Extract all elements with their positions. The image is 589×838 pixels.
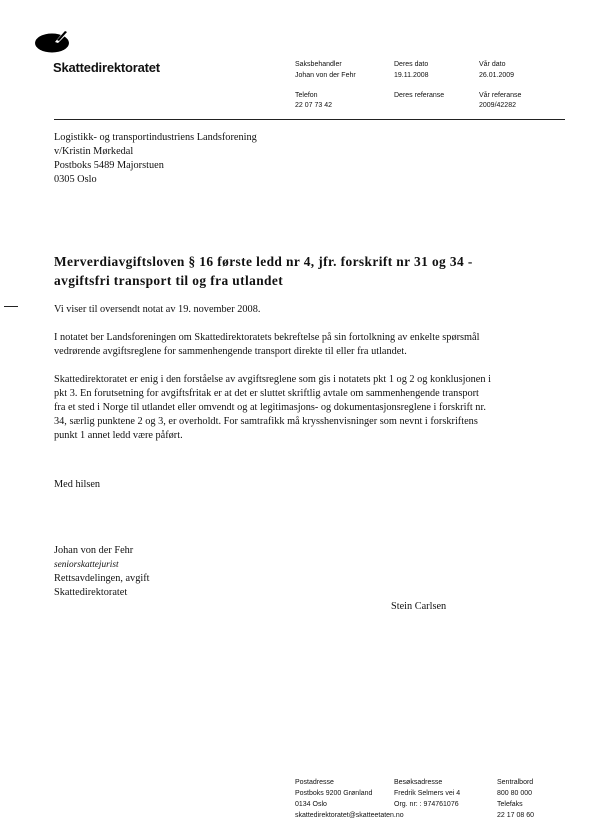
recipient-line-2: v/Kristin Mørkedal: [54, 146, 134, 157]
second-signer: Stein Carlsen: [391, 601, 447, 612]
letter-title-line-1: Merverdiavgiftsloven § 16 første ledd nr 4, jfr. forskrift nr 31 og 34 -: [54, 254, 473, 269]
paragraph-3-line-4: 34, særlig punktene 2 og 3, er overholdt. For samtrafikk må krysshenvisninger som nevnt i forskriftens: [54, 416, 478, 427]
paragraph-3-line-1: Skattedirektoratet er enig i den forståelse av avgiftsreglene som gis i notatets pkt 1 og 2 og konklusjonen i: [54, 374, 491, 385]
paragraph-3-line-5: punkt 1 annet ledd være påført.: [54, 430, 183, 441]
var-dato-label: Vår dato: [479, 61, 506, 68]
besoksadresse-label: Besøksadresse: [394, 779, 443, 786]
paragraph-1: Vi viser til oversendt notat av 19. november 2008.: [54, 304, 261, 315]
telefon-value: 22 07 73 42: [295, 102, 332, 109]
deres-dato-value: 19.11.2008: [394, 72, 429, 79]
saksbehandler-label: Saksbehandler: [295, 61, 342, 68]
signer-department: Rettsavdelingen, avgift: [54, 573, 150, 584]
besoksadresse-line-1: Fredrik Selmers vei 4: [394, 790, 461, 797]
deres-dato-label: Deres dato: [394, 61, 429, 68]
email-address: skattedirektoratet@skatteetaten.no: [295, 812, 404, 819]
paragraph-2-line-1: I notatet ber Landsforeningen om Skattedirektoratets bekreftelse på sin fortolkning av enkelte spørsmål: [54, 332, 480, 343]
header-divider: [54, 119, 565, 120]
telefaks-label: Telefaks: [497, 801, 523, 808]
recipient-line-3: Postboks 5489 Majorstuen: [54, 160, 164, 171]
telefon-label: Telefon: [295, 92, 318, 99]
signer-org: Skattedirektoratet: [54, 587, 128, 598]
skatteetaten-logo-icon: [34, 29, 74, 55]
postadresse-label: Postadresse: [295, 779, 334, 786]
paragraph-2-line-2: vedrørende avgiftsreglene for sammenhengende transport direkte til eller fra utlandet.: [54, 346, 407, 357]
postadresse-line-1: Postboks 9200 Grønland: [295, 790, 373, 797]
sentralbord-label: Sentralbord: [497, 779, 534, 786]
deres-referanse-label: Deres referanse: [394, 92, 445, 99]
paragraph-3-line-2: pkt 3. En forutsetning for avgiftsfritak er at det er sluttet skriftlig avtale om sammenhengende transport: [54, 388, 479, 399]
signer-name: Johan von der Fehr: [54, 545, 134, 556]
sentralbord-value: 800 80 000: [497, 790, 533, 797]
signer-title: seniorskattejurist: [54, 560, 119, 570]
greeting: Med hilsen: [54, 479, 101, 490]
paragraph-3-line-3: fra et sted i Norge til utlandet eller omvendt og at legitimasjons- og dokumentasjonsreglene i forskrift nr.: [54, 402, 486, 413]
recipient-line-4: 0305 Oslo: [54, 174, 97, 185]
var-referanse-value: 2009/42282: [479, 102, 516, 109]
var-dato-value: 26.01.2009: [479, 72, 515, 79]
saksbehandler-value: Johan von der Fehr: [295, 72, 356, 79]
telefaks-value: 22 17 08 60: [497, 812, 534, 819]
letter-title-line-2: avgiftsfri transport til og fra utlandet: [54, 273, 284, 288]
org-name: Skattedirektoratet: [53, 60, 160, 75]
var-referanse-label: Vår referanse: [479, 92, 522, 99]
fold-mark: [4, 306, 18, 307]
recipient-line-1: Logistikk- og transportindustriens Landsforening: [54, 132, 257, 143]
org-number: Org. nr: : 974761076: [394, 801, 459, 808]
postadresse-line-2: 0134 Oslo: [295, 801, 327, 808]
